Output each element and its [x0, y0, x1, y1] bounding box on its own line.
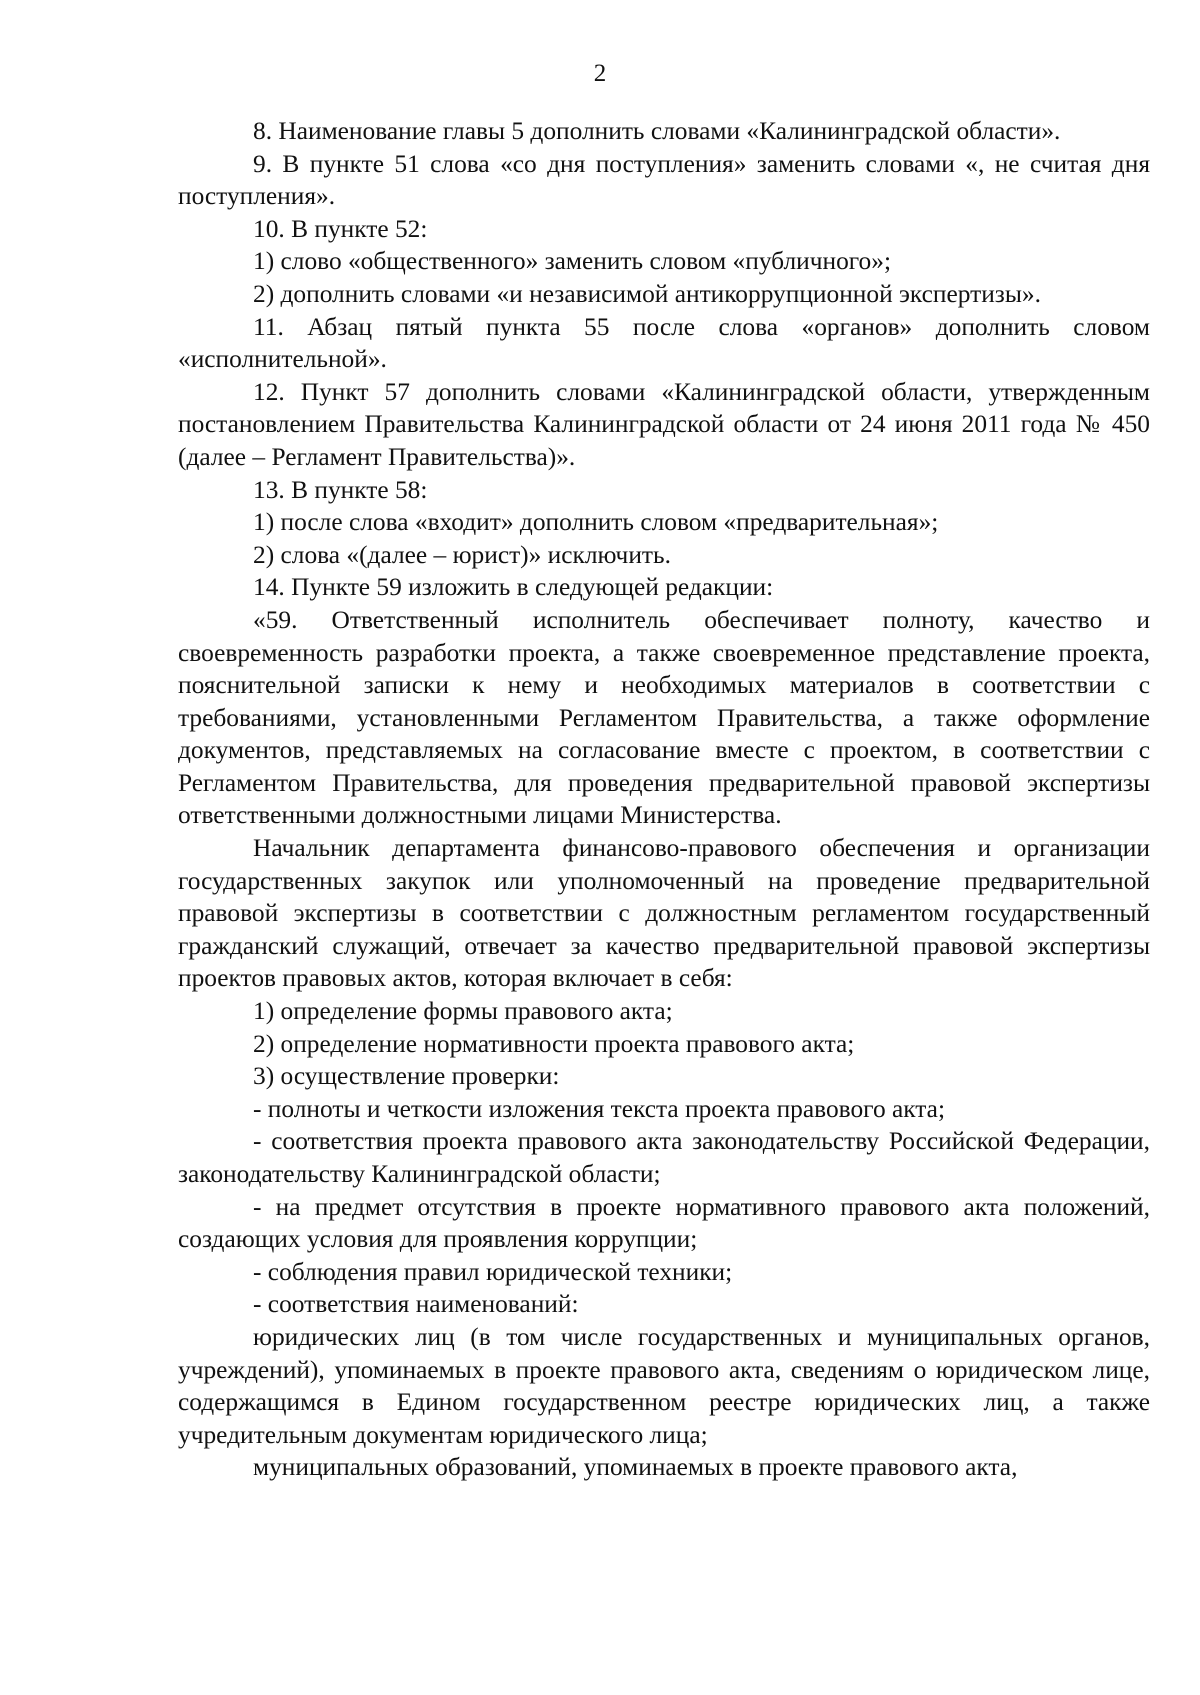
- check-item-legal-technique: - соблюдения правил юридической техники;: [253, 1257, 733, 1286]
- check-item-corruption: - на предмет отсутствия в проекте нормативного правового акта положений, создающих условия для проявления коррупции;: [178, 1192, 1150, 1254]
- list-item-normativity: 2) определение нормативности проекта правового акта;: [253, 1029, 855, 1058]
- paragraph-item-10-sub-1: 1) слово «общественного» заменить словом «публичного»;: [253, 247, 892, 276]
- document-body: [178, 115, 1150, 1484]
- page-number: 2: [593, 60, 607, 87]
- paragraph-point-59: «59. Ответственный исполнитель обеспечивает полноту, качество и своевременность разработки проекта, а также своевременное представление проекта, пояснительной записки к нему и необходимых материалов в соответствии с требованиями, установленными Регламентом Правительства, а также оформление документов, представляемых на согласование вместе с проектом, в соответствии с Регламентом Правительства, для проведения предварительной правовой экспертизы ответственными должностными лицами Министерства.: [178, 605, 1150, 830]
- paragraph-item-8: 8. Наименование главы 5 дополнить словами «Калининградской области».: [253, 117, 1061, 145]
- list-item-form: 1) определение формы правового акта;: [253, 997, 673, 1026]
- paragraph-item-10-sub-2: 2) дополнить словами «и независимой антикоррупционной экспертизы».: [253, 279, 1041, 308]
- paragraph-municipalities: муниципальных образований, упоминаемых в проекте правового акта,: [253, 1453, 1018, 1482]
- paragraph-item-13-sub-2: 2) слова «(далее – юрист)» исключить.: [253, 540, 671, 569]
- paragraph-item-11: 11. Абзац пятый пункта 55 после слова «органов» дополнить словом «исполнительной».: [178, 312, 1150, 374]
- paragraph-item-12: 12. Пункт 57 дополнить словами «Калининградской области, утвержденным постановлением Правительства Калининградской области от 24 июня 2011 года № 450 (далее – Регламент Правительства)».: [178, 377, 1150, 471]
- paragraph-head-of-department: Начальник департамента финансово-правового обеспечения и организации государственных закупок или уполномоченный на проведение предварительной правовой экспертизы в соответствии с должностным регламентом государственный гражданский служащий, отвечает за качество предварительной правовой экспертизы проектов правовых актов, которая включает в себя:: [178, 834, 1150, 993]
- paragraph-item-13-sub-1: 1) после слова «входит» дополнить словом «предварительная»;: [253, 508, 939, 537]
- paragraph-legal-entities: юридических лиц (в том числе государственных и муниципальных органов, учреждений), упоминаемых в проекте правового акта, сведениям о юридическом лице, содержащимся в Едином государственном реестре юридических лиц, а также учредительным документам юридического лица;: [178, 1322, 1150, 1449]
- list-item-checks: 3) осуществление проверки:: [253, 1062, 560, 1091]
- check-item-names: - соответствия наименований:: [253, 1290, 579, 1319]
- paragraph-item-13: 13. В пункте 58:: [253, 475, 428, 504]
- check-item-completeness: - полноты и четкости изложения текста проекта правового акта;: [253, 1094, 945, 1123]
- check-item-legislation: - соответствия проекта правового акта законодательству Российской Федерации, законодательству Калининградской области;: [178, 1127, 1150, 1188]
- paragraph-item-9: 9. В пункте 51 слова «со дня поступления» заменить словами «, не считая дня поступления».: [178, 149, 1150, 211]
- paragraph-item-14: 14. Пункте 59 изложить в следующей редакции:: [253, 573, 774, 602]
- paragraph-item-10: 10. В пункте 52:: [253, 214, 428, 243]
